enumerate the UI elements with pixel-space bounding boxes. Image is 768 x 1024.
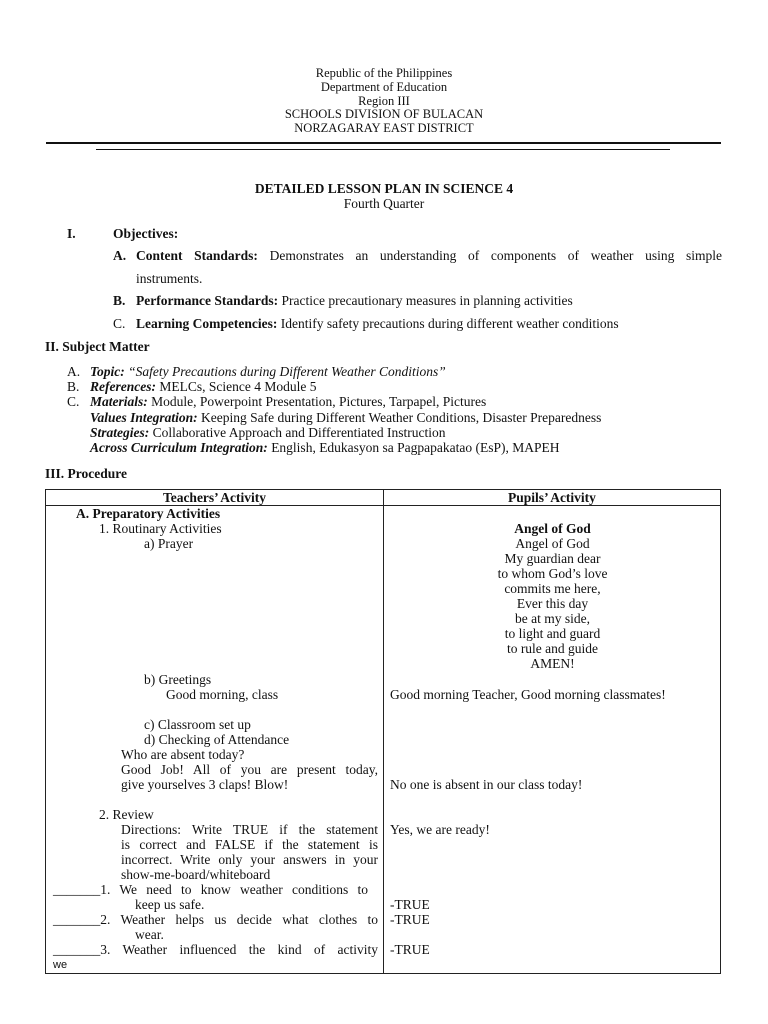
directions-line-1: Directions: Write TRUE if the statement bbox=[121, 822, 378, 837]
across-curriculum-line bbox=[90, 440, 560, 456]
topic-label: Topic: bbox=[90, 364, 125, 379]
header-rule-thin bbox=[96, 149, 670, 150]
content-standards-text-cont: instruments. bbox=[136, 271, 203, 286]
teacher-activity-cell bbox=[46, 506, 384, 974]
prayer-line: AMEN! bbox=[530, 656, 575, 671]
prayer-line: My guardian dear bbox=[504, 551, 601, 566]
content-standards-label: Content Standards: bbox=[136, 248, 258, 263]
review-item: 2. Review bbox=[99, 807, 154, 822]
absent-question: Who are absent today? bbox=[121, 747, 245, 762]
objectives-numeral: I. bbox=[67, 226, 76, 241]
document-subtitle: Fourth Quarter bbox=[343, 196, 425, 211]
header-republic: Republic of the Philippines bbox=[315, 66, 453, 80]
attendance-response: No one is absent in our class today! bbox=[390, 777, 583, 792]
directions-line-2: is correct and FALSE if the statement is bbox=[121, 837, 378, 852]
answer-3: -TRUE bbox=[390, 942, 430, 957]
pupil-activity-cell bbox=[384, 506, 721, 974]
objectives-heading: Objectives: bbox=[113, 226, 179, 241]
column-teachers-activity: Teachers’ Activity bbox=[46, 490, 384, 506]
routinary-activities: 1. Routinary Activities bbox=[99, 521, 222, 536]
procedure-table bbox=[45, 489, 721, 974]
references-line bbox=[90, 379, 316, 395]
procedure-table-header bbox=[46, 490, 721, 506]
performance-standards-letter: B. bbox=[113, 293, 126, 308]
strategies-label: Strategies: bbox=[90, 425, 150, 440]
attendance-item: d) Checking of Attendance bbox=[144, 732, 290, 747]
learning-competencies-line bbox=[136, 316, 619, 332]
procedure-table-row bbox=[46, 506, 721, 974]
header-department: Department of Education bbox=[320, 80, 448, 94]
ready-response: Yes, we are ready! bbox=[390, 822, 490, 837]
learning-competencies-letter: C. bbox=[113, 316, 126, 331]
across-curriculum-text: English, Edukasyon sa Pagpapakatao (EsP), MAPEH bbox=[271, 440, 560, 455]
question-1-line-2: keep us safe. bbox=[135, 897, 205, 912]
classroom-setup-item: c) Classroom set up bbox=[144, 717, 251, 732]
column-pupils-activity: Pupils’ Activity bbox=[384, 490, 721, 506]
materials-line bbox=[90, 394, 486, 410]
question-2-line-1: _______2. Weather helps us decide what clothes to bbox=[53, 912, 378, 927]
learning-competencies-label: Learning Competencies: bbox=[136, 316, 278, 331]
document-title: DETAILED LESSON PLAN IN SCIENCE 4 bbox=[254, 181, 514, 196]
good-job-line-1: Good Job! All of you are present today, bbox=[121, 762, 378, 777]
content-standards-line bbox=[136, 248, 722, 264]
prayer-title: Angel of God bbox=[514, 521, 591, 536]
materials-label: Materials: bbox=[90, 394, 148, 409]
prayer-line: to light and guard bbox=[504, 626, 601, 641]
directions-line-3: incorrect. Write only your answers in your bbox=[121, 852, 378, 867]
answer-2: -TRUE bbox=[390, 912, 430, 927]
strategies-text: Collaborative Approach and Differentiated Instruction bbox=[152, 425, 446, 440]
header-division: SCHOOLS DIVISION OF BULACAN bbox=[284, 107, 484, 121]
header-district: NORZAGARAY EAST DISTRICT bbox=[294, 121, 474, 135]
performance-standards-line bbox=[136, 293, 573, 309]
prayer-item: a) Prayer bbox=[144, 536, 194, 551]
performance-standards-text: Practice precautionary measures in planning activities bbox=[281, 293, 573, 308]
question-3-line-2: we bbox=[53, 959, 68, 971]
preparatory-activities: A. Preparatory Activities bbox=[76, 506, 221, 521]
question-2-line-2: wear. bbox=[135, 927, 164, 942]
answer-1: -TRUE bbox=[390, 897, 430, 912]
references-text: MELCs, Science 4 Module 5 bbox=[159, 379, 317, 394]
header-region: Region III bbox=[358, 94, 410, 108]
references-letter: B. bbox=[67, 379, 80, 394]
prayer-line: Angel of God bbox=[515, 536, 590, 551]
learning-competencies-text: Identify safety precautions during different weather conditions bbox=[280, 316, 619, 331]
directions-line-4: show-me-board/whiteboard bbox=[121, 867, 271, 882]
good-job-line-2: give yourselves 3 claps! Blow! bbox=[121, 777, 289, 792]
procedure-heading: III. Procedure bbox=[45, 466, 127, 481]
header-rule-thick bbox=[46, 142, 721, 144]
greetings-item: b) Greetings bbox=[144, 672, 212, 687]
topic-line bbox=[90, 364, 446, 380]
prayer-line: be at my side, bbox=[515, 611, 590, 626]
across-curriculum-label: Across Curriculum Integration: bbox=[90, 440, 268, 455]
question-1-line-1: _______1. We need to know weather conditions to bbox=[53, 882, 368, 897]
materials-letter: C. bbox=[67, 394, 80, 409]
greeting-response: Good morning Teacher, Good morning classmates! bbox=[390, 687, 666, 702]
content-standards-letter: A. bbox=[113, 248, 127, 263]
topic-text: “Safety Precautions during Different Weather Conditions” bbox=[128, 364, 446, 379]
topic-letter: A. bbox=[67, 364, 81, 379]
subject-matter-heading: II. Subject Matter bbox=[45, 339, 150, 354]
values-line bbox=[90, 410, 601, 426]
prayer-line: to rule and guide bbox=[506, 641, 599, 656]
question-3-line-1: _______3. Weather influenced the kind of activity bbox=[53, 942, 378, 957]
materials-text: Module, Powerpoint Presentation, Pictures, Tarpapel, Pictures bbox=[151, 394, 487, 409]
references-label: References: bbox=[90, 379, 156, 394]
prayer-line: to whom God’s love bbox=[497, 566, 608, 581]
values-label: Values Integration: bbox=[90, 410, 198, 425]
performance-standards-label: Performance Standards: bbox=[136, 293, 279, 308]
content-standards-text: Demonstrates an understanding of components of weather using simple bbox=[269, 248, 722, 263]
prayer-line: commits me here, bbox=[504, 581, 601, 596]
good-morning-class: Good morning, class bbox=[166, 687, 279, 702]
values-text: Keeping Safe during Different Weather Conditions, Disaster Preparedness bbox=[201, 410, 602, 425]
strategies-line bbox=[90, 425, 446, 441]
prayer-line: Ever this day bbox=[516, 596, 589, 611]
